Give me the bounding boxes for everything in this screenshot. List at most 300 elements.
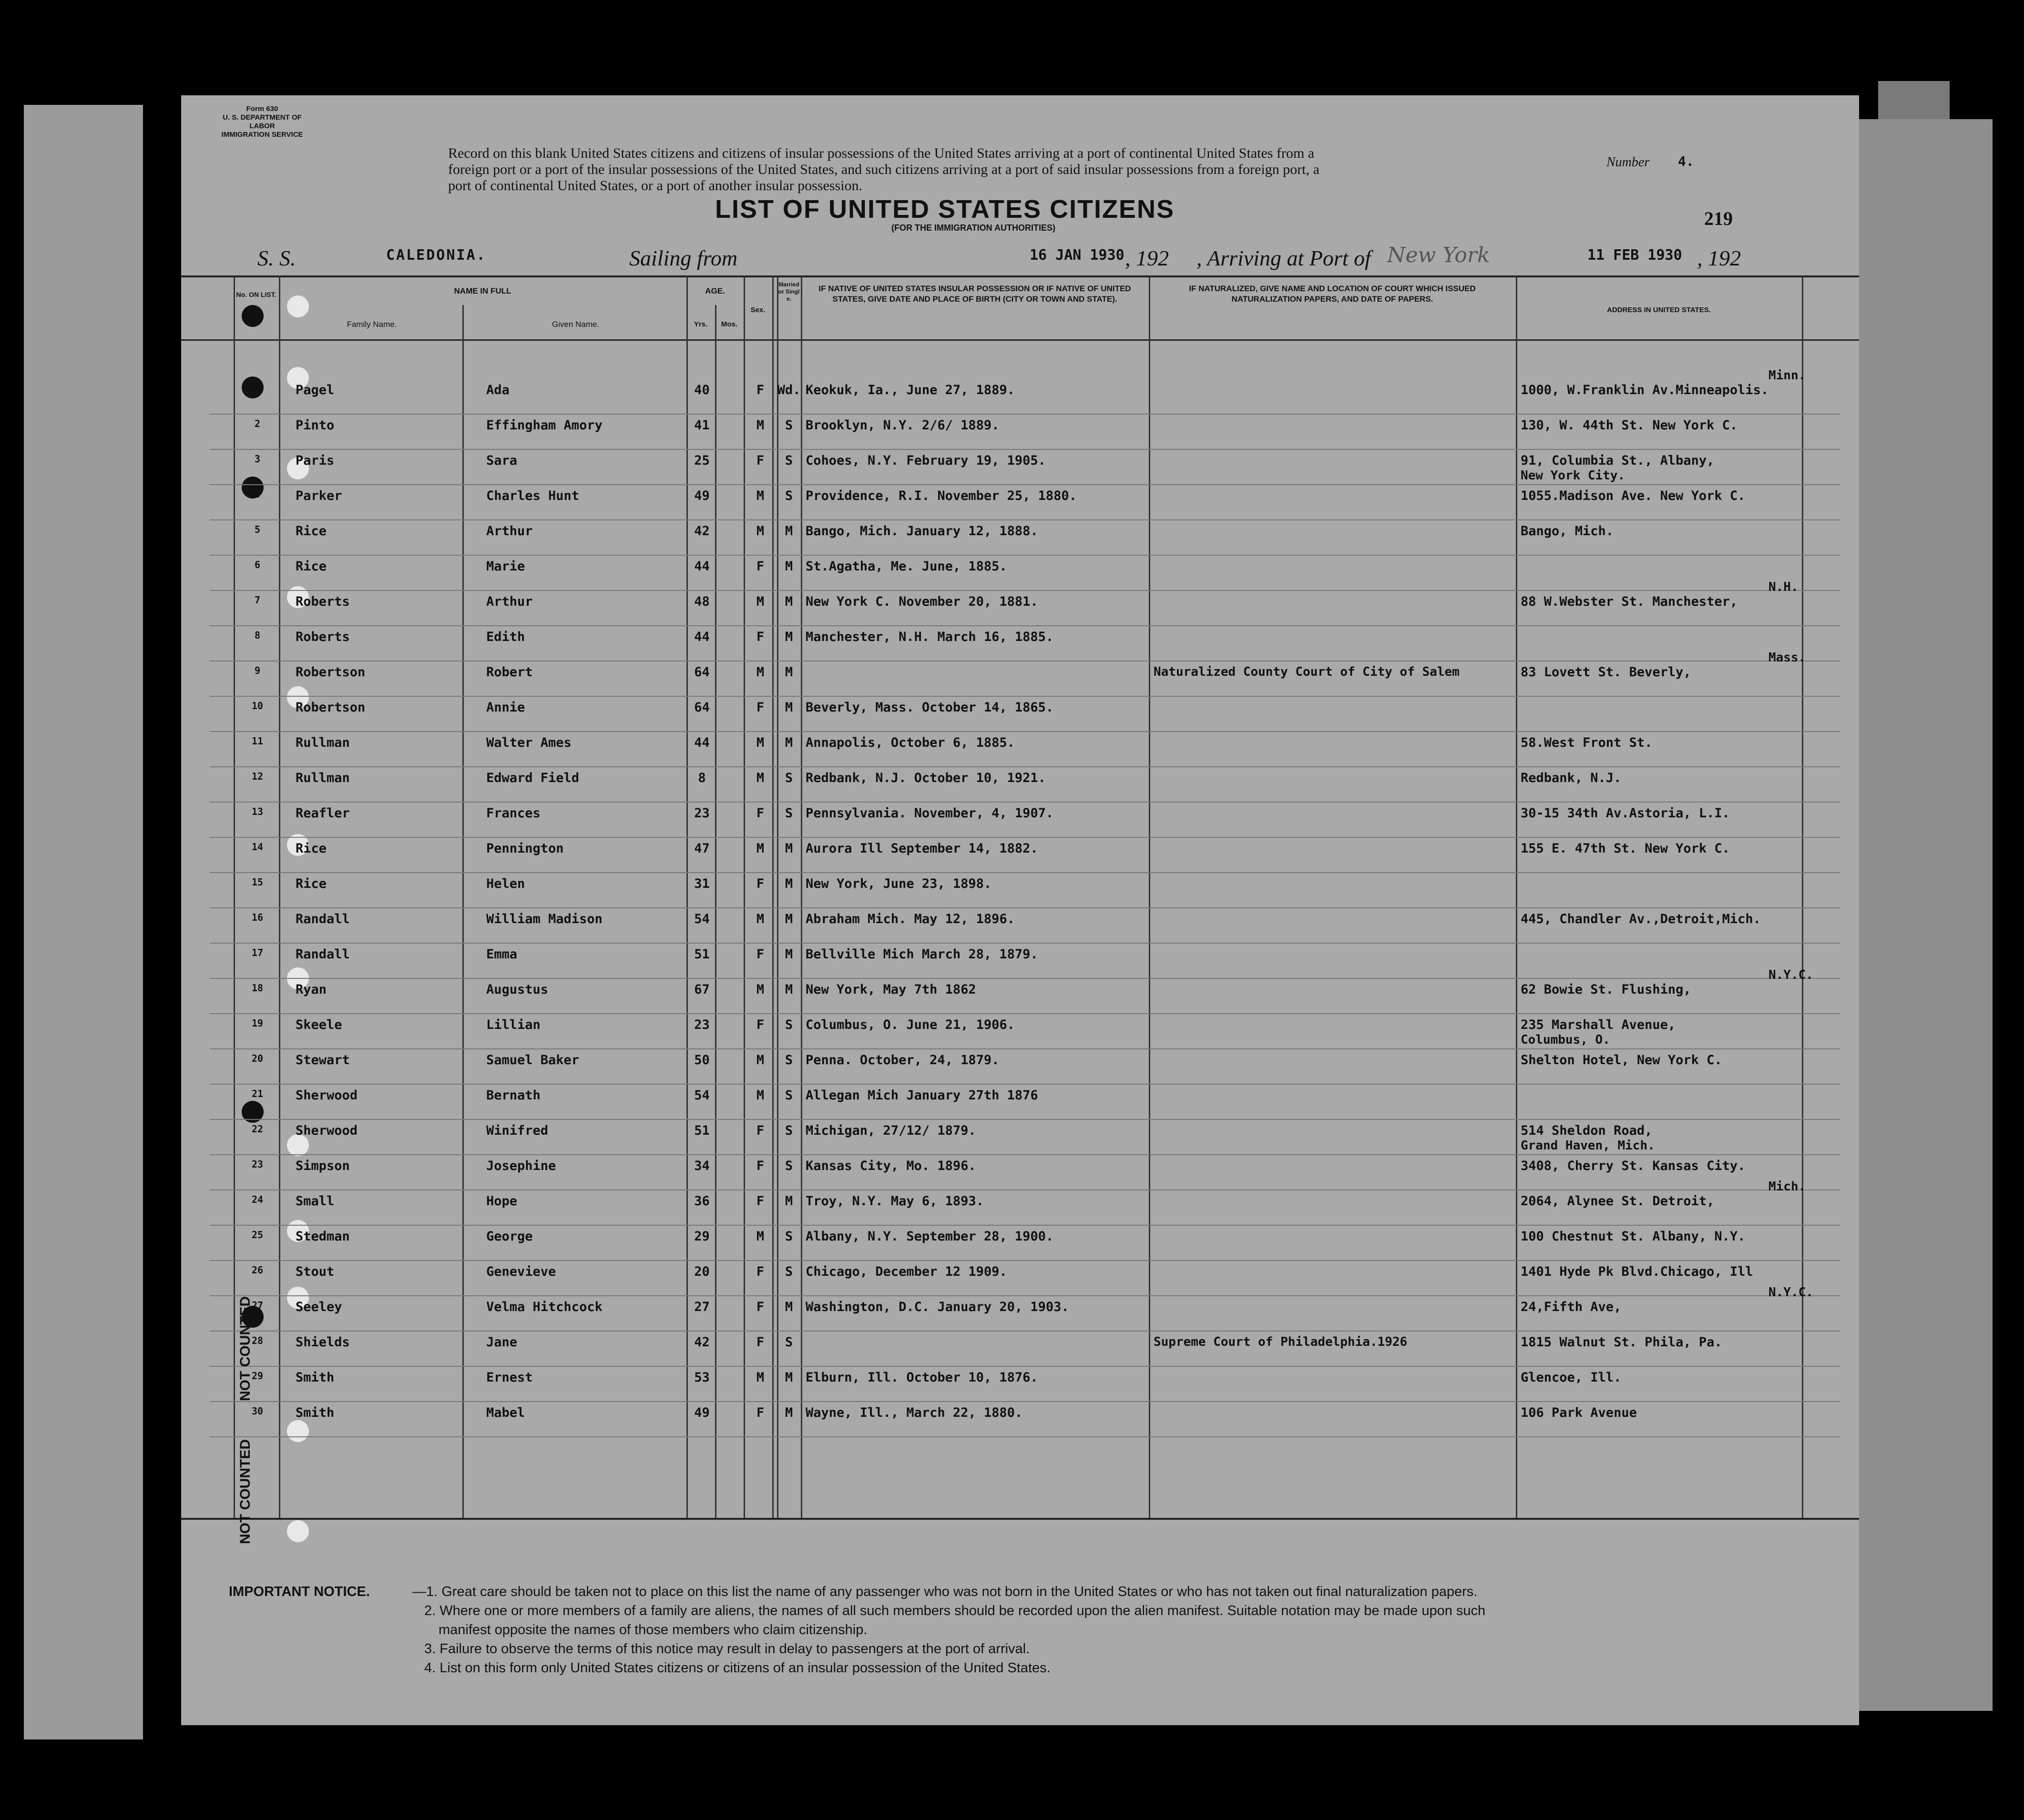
given-name: Sara xyxy=(486,453,518,468)
header-given-name: Given Name. xyxy=(552,320,600,329)
table-row xyxy=(181,696,1859,732)
sex: M xyxy=(756,735,765,750)
family-name: Shields xyxy=(296,1335,350,1350)
sex: F xyxy=(756,1017,765,1032)
birth-place-date: St.Agatha, Me. June, 1885. xyxy=(806,559,1007,574)
given-name: Hope xyxy=(486,1194,518,1209)
preamble-line: port of continental United States, or a port of another insular possession. xyxy=(448,178,862,193)
given-name: Effingham Amory xyxy=(486,418,603,433)
family-name: Stewart xyxy=(296,1053,350,1068)
marital-status: S xyxy=(785,488,793,503)
family-name: Paris xyxy=(296,453,335,468)
birth-place-date: Cohoes, N.Y. February 19, 1905. xyxy=(806,453,1046,468)
age-years: 42 xyxy=(694,1335,710,1350)
sex: F xyxy=(756,1405,765,1420)
address: 91, Columbia St., Albany, xyxy=(1521,453,1715,468)
age-years: 50 xyxy=(694,1053,710,1068)
birth-place-date: Abraham Mich. May 12, 1896. xyxy=(806,912,1015,926)
age-years: 23 xyxy=(694,806,710,821)
address: 235 Marshall Avenue, xyxy=(1521,1017,1676,1032)
arriving-label: , Arriving at Port of xyxy=(1196,246,1371,270)
birth-place-date: Elburn, Ill. October 10, 1876. xyxy=(806,1370,1038,1385)
address: 24,Fifth Ave, xyxy=(1521,1300,1622,1314)
marital-status: S xyxy=(785,1264,793,1279)
form-number: Form 630 xyxy=(246,105,278,113)
table-row xyxy=(181,767,1859,802)
table-row xyxy=(181,802,1859,837)
row-number: 30 xyxy=(251,1405,264,1417)
age-years: 49 xyxy=(694,1405,710,1420)
year-suffix: , 192 xyxy=(1697,246,1741,270)
birth-place-date: Aurora Ill September 14, 1882. xyxy=(806,841,1038,856)
age-years: 48 xyxy=(694,594,710,609)
address: 1055.Madison Ave. New York C. xyxy=(1521,488,1746,503)
age-years: 44 xyxy=(694,735,710,750)
marital-status: S xyxy=(785,453,793,468)
address: 88 W.Webster St. Manchester, xyxy=(1521,594,1738,609)
table-row xyxy=(181,651,1859,696)
table-row xyxy=(181,626,1859,661)
naturalization: Naturalized County Court of City of Salem xyxy=(1154,665,1460,679)
given-name: Genevieve xyxy=(486,1264,556,1279)
age-years: 27 xyxy=(694,1300,710,1314)
given-name: Robert xyxy=(486,665,533,680)
table-row xyxy=(181,368,1859,414)
address: 155 E. 47th St. New York C. xyxy=(1521,841,1730,856)
sex: M xyxy=(756,1370,765,1385)
sex: M xyxy=(756,665,765,680)
age-years: 49 xyxy=(694,488,710,503)
marital-status: M xyxy=(785,630,793,644)
address: Glencoe, Ill. xyxy=(1521,1370,1622,1385)
service: IMMIGRATION SERVICE xyxy=(221,131,303,139)
given-name: Pennington xyxy=(486,841,564,856)
age-years: 51 xyxy=(694,947,710,962)
birth-place-date: Kansas City, Mo. 1896. xyxy=(806,1159,976,1173)
address: 100 Chestnut St. Albany, N.Y. xyxy=(1521,1229,1746,1244)
age-years: 34 xyxy=(694,1159,710,1173)
header-no: No. ON LIST. xyxy=(236,291,276,298)
marital-status: M xyxy=(785,559,793,574)
row-number: 26 xyxy=(251,1264,264,1276)
marital-status: S xyxy=(785,771,793,785)
marital-status: S xyxy=(785,1159,793,1173)
table-top-rule xyxy=(181,275,1859,277)
header-mos: Mos. xyxy=(721,320,738,328)
table-bottom-rule xyxy=(181,1518,1859,1520)
given-name: Mabel xyxy=(486,1405,525,1420)
table-row xyxy=(181,580,1859,626)
age-years: 44 xyxy=(694,630,710,644)
header-birth: IF NATIVE OF UNITED STATES INSULAR POSSESSION OR IF NATIVE OF UNITED STATES, GIVE DATE AND PLACE OF BIRTH (CITY OR TOWN AND STATE). xyxy=(818,284,1131,304)
table-row xyxy=(181,732,1859,767)
given-name: Samuel Baker xyxy=(486,1053,580,1068)
table-row xyxy=(181,908,1859,943)
address-line-2: New York City. xyxy=(1521,468,1625,483)
sex: F xyxy=(756,876,765,891)
underlying-sheet-right-2 xyxy=(1840,119,1993,1711)
address-line-2: Minn. xyxy=(1768,368,1806,383)
given-name: Charles Hunt xyxy=(486,488,580,503)
age-years: 23 xyxy=(694,1017,710,1032)
birth-place-date: New York C. November 20, 1881. xyxy=(806,594,1038,609)
table-row xyxy=(181,555,1859,590)
family-name: Simpson xyxy=(296,1159,350,1173)
family-name: Parker xyxy=(296,488,342,503)
row-number: 10 xyxy=(251,700,264,712)
marital-status: M xyxy=(785,876,793,891)
given-name: Winifred xyxy=(486,1123,549,1138)
header-married-or-single: Married or Single. xyxy=(778,281,800,302)
family-name: Roberts xyxy=(296,594,350,609)
notice-item-2: 2. Where one or more members of a family are aliens, the names of all such members should be recorded upon the alien manifest. Suitable notation may be made upon such xyxy=(424,1603,1486,1618)
age-years: 42 xyxy=(694,524,710,539)
birth-place-date: Pennsylvania. November, 4, 1907. xyxy=(806,806,1054,821)
preamble xyxy=(448,145,1735,194)
sex: F xyxy=(756,1159,765,1173)
sex: F xyxy=(756,630,765,644)
address: 1815 Walnut St. Phila, Pa. xyxy=(1521,1335,1722,1350)
address: 1000, W.Franklin Av.Minneapolis. xyxy=(1521,383,1769,397)
address: 445, Chandler Av.,Detroit,Mich. xyxy=(1521,912,1761,926)
family-name: Small xyxy=(296,1194,335,1209)
row-number: 24 xyxy=(251,1194,264,1205)
row-number: 4 xyxy=(254,488,261,500)
address: 3408, Cherry St. Kansas City. xyxy=(1521,1159,1746,1173)
family-name: Roberts xyxy=(296,630,350,644)
header-bottom-rule xyxy=(181,339,1859,341)
birth-place-date: Bango, Mich. January 12, 1888. xyxy=(806,524,1038,539)
age-years: 64 xyxy=(694,665,710,680)
preamble-line: foreign port or a port of the insular possessions of the United States, and such citizens arriving at a port of said insular possessions from a foreign port, a xyxy=(448,162,1319,177)
row-number: 18 xyxy=(251,982,264,994)
marital-status: M xyxy=(785,982,793,997)
birth-place-date: Allegan Mich January 27th 1876 xyxy=(806,1088,1038,1103)
birth-place-date: Bellville Mich March 28, 1879. xyxy=(806,947,1038,962)
birth-place-date: Troy, N.Y. May 6, 1893. xyxy=(806,1194,984,1209)
marital-status: M xyxy=(785,912,793,926)
family-name: Skeele xyxy=(296,1017,342,1032)
family-name: Smith xyxy=(296,1370,335,1385)
age-years: 51 xyxy=(694,1123,710,1138)
table-row xyxy=(181,520,1859,555)
marital-status: S xyxy=(785,1335,793,1350)
row-number: 19 xyxy=(251,1017,264,1029)
sex: M xyxy=(756,841,765,856)
birth-place-date: Annapolis, October 6, 1885. xyxy=(806,735,1015,750)
sex: F xyxy=(756,453,765,468)
sex: M xyxy=(756,912,765,926)
arrival-port: New York xyxy=(1387,243,1490,267)
row-number: 16 xyxy=(251,912,264,923)
arrival-date: 11 FEB 1930 xyxy=(1587,247,1682,264)
table-row xyxy=(181,1014,1859,1049)
marital-status: M xyxy=(785,947,793,962)
sex: F xyxy=(756,1123,765,1138)
birth-place-date: New York, June 23, 1898. xyxy=(806,876,992,891)
preamble-line: Record on this blank United States citizens and citizens of insular possessions of the United States arriving at a port of continental United States from a xyxy=(448,145,1315,161)
table-row xyxy=(181,1179,1859,1225)
address: 62 Bowie St. Flushing, xyxy=(1521,982,1691,997)
row-number: 17 xyxy=(251,947,264,958)
page-subtitle: (FOR THE IMMIGRATION AUTHORITIES) xyxy=(891,223,1055,233)
header-family-name: Family Name. xyxy=(347,320,397,329)
family-name: Randall xyxy=(296,912,350,926)
sailing-date: 16 JAN 1930 xyxy=(1030,247,1124,264)
given-name: Emma xyxy=(486,947,518,962)
family-name: Stedman xyxy=(296,1229,350,1244)
address: Bango, Mich. xyxy=(1521,524,1614,539)
naturalization: Supreme Court of Philadelphia.1926 xyxy=(1154,1335,1408,1349)
birth-place-date: Beverly, Mass. October 14, 1865. xyxy=(806,700,1054,715)
address: 30-15 34th Av.Astoria, L.I. xyxy=(1521,806,1730,821)
not-counted-stamp: NOT COUNTED xyxy=(237,1296,253,1401)
table-row xyxy=(181,449,1859,485)
sex: M xyxy=(756,982,765,997)
row-number: 11 xyxy=(251,735,264,747)
given-name: Ernest xyxy=(486,1370,533,1385)
table-row xyxy=(181,1084,1859,1119)
header-address: ADDRESS IN UNITED STATES. xyxy=(1607,306,1711,314)
sex: F xyxy=(756,1264,765,1279)
notice-heading: IMPORTANT NOTICE. xyxy=(229,1584,370,1599)
family-name: Robertson xyxy=(296,700,366,715)
given-name: Edward Field xyxy=(486,771,580,785)
sex: M xyxy=(756,1088,765,1103)
row-number: 1 xyxy=(254,383,261,394)
row-number: 20 xyxy=(251,1053,264,1064)
row-number: 8 xyxy=(254,630,261,641)
birth-place-date: Redbank, N.J. October 10, 1921. xyxy=(806,771,1046,785)
header-yrs: Yrs. xyxy=(694,320,708,328)
row-number: 29 xyxy=(251,1370,264,1382)
birth-place-date: Manchester, N.H. March 16, 1885. xyxy=(806,630,1054,644)
marital-status: S xyxy=(785,806,793,821)
age-years: 54 xyxy=(694,912,710,926)
table-row xyxy=(181,1366,1859,1402)
table-row xyxy=(181,943,1859,978)
ss-label: S. S. xyxy=(257,246,296,270)
sex: M xyxy=(756,771,765,785)
given-name: Josephine xyxy=(486,1159,556,1173)
family-name: Rice xyxy=(296,524,327,539)
birth-place-date: Washington, D.C. January 20, 1903. xyxy=(806,1300,1069,1314)
table-row xyxy=(181,968,1859,1014)
sex: F xyxy=(756,1194,765,1209)
birth-place-date: Brooklyn, N.Y. 2/6/ 1889. xyxy=(806,418,1000,433)
table-row xyxy=(181,1155,1859,1190)
given-name: Lillian xyxy=(486,1017,541,1032)
birth-place-date: Michigan, 27/12/ 1879. xyxy=(806,1123,976,1138)
notice-item-3: 3. Failure to observe the terms of this notice may result in delay to passengers at the port of arrival. xyxy=(424,1641,1030,1657)
given-name: Jane xyxy=(486,1335,518,1350)
table-row xyxy=(181,1331,1859,1366)
birth-place-date: Keokuk, Ia., June 27, 1889. xyxy=(806,383,1015,397)
family-name: Randall xyxy=(296,947,350,962)
row-number: 28 xyxy=(251,1335,264,1346)
address-line-2: Columbus, O. xyxy=(1521,1033,1610,1047)
given-name: Arthur xyxy=(486,594,533,609)
row-number: 2 xyxy=(254,418,261,429)
address: 2064, Alynee St. Detroit, xyxy=(1521,1194,1715,1209)
row-number: 6 xyxy=(254,559,261,570)
given-name: Ada xyxy=(486,383,510,397)
sex: M xyxy=(756,1053,765,1068)
family-name: Reafler xyxy=(296,806,350,821)
header-age: AGE. xyxy=(705,286,725,295)
given-name: Bernath xyxy=(486,1088,541,1103)
table-row xyxy=(181,1049,1859,1084)
birth-place-date: Columbus, O. June 21, 1906. xyxy=(806,1017,1015,1032)
sex: F xyxy=(756,383,765,397)
form-identifier xyxy=(215,105,310,139)
row-number: 13 xyxy=(251,806,264,817)
birth-place-date: New York, May 7th 1862 xyxy=(806,982,976,997)
family-name: Pinto xyxy=(296,418,335,433)
family-name: Sherwood xyxy=(296,1088,358,1103)
address: 83 Lovett St. Beverly, xyxy=(1521,665,1691,680)
header-naturalized: IF NATURALIZED, GIVE NAME AND LOCATION OF COURT WHICH ISSUED NATURALIZATION PAPERS, AND DATE OF PAPERS. xyxy=(1189,284,1476,304)
given-name: George xyxy=(486,1229,533,1244)
given-name: Helen xyxy=(486,876,525,891)
family-name: Stout xyxy=(296,1264,335,1279)
marital-status: S xyxy=(785,1229,793,1244)
department: U. S. DEPARTMENT OF LABOR xyxy=(223,113,302,130)
marital-status: S xyxy=(785,1088,793,1103)
row-number: 23 xyxy=(251,1159,264,1170)
marital-status: M xyxy=(785,735,793,750)
age-years: 8 xyxy=(698,771,706,785)
table-row xyxy=(181,1285,1859,1331)
age-years: 53 xyxy=(694,1370,710,1385)
page-title: LIST OF UNITED STATES CITIZENS xyxy=(715,195,1175,224)
address-line-2: Grand Haven, Mich. xyxy=(1521,1139,1655,1153)
age-years: 20 xyxy=(694,1264,710,1279)
marital-status: M xyxy=(785,1300,793,1314)
row-rule xyxy=(210,1436,1840,1437)
birth-place-date: Penna. October, 24, 1879. xyxy=(806,1053,1000,1068)
given-name: Augustus xyxy=(486,982,549,997)
number-label: Number xyxy=(1606,155,1650,170)
marital-status: S xyxy=(785,1053,793,1068)
sex: M xyxy=(756,524,765,539)
family-name: Rice xyxy=(296,559,327,574)
row-number: 3 xyxy=(254,453,261,465)
table-row xyxy=(181,1261,1859,1296)
row-number: 5 xyxy=(254,524,261,535)
given-name: Marie xyxy=(486,559,525,574)
given-name: Velma Hitchcock xyxy=(486,1300,603,1314)
marital-status: M xyxy=(785,1405,793,1420)
marital-status: M xyxy=(785,1370,793,1385)
given-name: Annie xyxy=(486,700,525,715)
punch-hole xyxy=(242,305,264,327)
age-years: 44 xyxy=(694,559,710,574)
address-line-2: Mass. xyxy=(1768,651,1806,665)
address-line-2: N.H. xyxy=(1768,580,1799,594)
table-row xyxy=(181,837,1859,873)
family-name: Pagel xyxy=(296,383,335,397)
age-years: 40 xyxy=(694,383,710,397)
given-name: Walter Ames xyxy=(486,735,572,750)
address-line-2: N.Y.C. xyxy=(1768,968,1813,982)
sex: M xyxy=(756,1229,765,1244)
header-sex: Sex. xyxy=(750,306,766,314)
sex: F xyxy=(756,1335,765,1350)
sex: F xyxy=(756,806,765,821)
family-name: Rice xyxy=(296,876,327,891)
row-number: 15 xyxy=(251,876,264,888)
marital-status: M xyxy=(785,665,793,680)
table-row xyxy=(181,1225,1859,1261)
sex: F xyxy=(756,700,765,715)
manifest-page xyxy=(181,95,1859,1725)
address: 514 Sheldon Road, xyxy=(1521,1123,1653,1138)
notice-item-2-cont: manifest opposite the names of those members who claim citizenship. xyxy=(439,1622,868,1637)
family-name: Rullman xyxy=(296,771,350,785)
sailing-label: Sailing from xyxy=(629,246,738,270)
table-row xyxy=(181,1402,1859,1437)
birth-place-date: Albany, N.Y. September 28, 1900. xyxy=(806,1229,1054,1244)
row-number: 22 xyxy=(251,1123,264,1135)
address: 130, W. 44th St. New York C. xyxy=(1521,418,1738,433)
marital-status: S xyxy=(785,1123,793,1138)
row-number: 7 xyxy=(254,594,261,606)
table-row xyxy=(181,1119,1859,1155)
address-line-2: N.Y.C. xyxy=(1768,1285,1813,1300)
family-name: Robertson xyxy=(296,665,366,680)
marital-status: S xyxy=(785,1017,793,1032)
family-name: Rullman xyxy=(296,735,350,750)
marital-status: M xyxy=(785,1194,793,1209)
address-line-2: Mich. xyxy=(1768,1179,1806,1194)
sex: F xyxy=(756,947,765,962)
underlying-sheet xyxy=(24,105,143,1739)
punch-hole xyxy=(287,1520,309,1542)
age-years: 47 xyxy=(694,841,710,856)
age-years: 29 xyxy=(694,1229,710,1244)
address: 58.West Front St. xyxy=(1521,735,1653,750)
family-name: Seeley xyxy=(296,1300,342,1314)
family-name: Smith xyxy=(296,1405,335,1420)
birth-place-date: Providence, R.I. November 25, 1880. xyxy=(806,488,1077,503)
family-name: Sherwood xyxy=(296,1123,358,1138)
notice-item-1: —1. Great care should be taken not to place on this list the name of any passenger who was not born in the United States or who has not taken out final naturalization papers. xyxy=(412,1584,1478,1599)
address: Shelton Hotel, New York C. xyxy=(1521,1053,1722,1068)
marital-status: M xyxy=(785,594,793,609)
sex: M xyxy=(756,488,765,503)
age-years: 31 xyxy=(694,876,710,891)
marital-status: M xyxy=(785,700,793,715)
given-name: Frances xyxy=(486,806,541,821)
row-number: 25 xyxy=(251,1229,264,1240)
family-name: Rice xyxy=(296,841,327,856)
birth-place-date: Chicago, December 12 1909. xyxy=(806,1264,1007,1279)
table-row xyxy=(181,873,1859,908)
marital-status: M xyxy=(785,841,793,856)
row-number: 9 xyxy=(254,665,261,676)
row-number: 12 xyxy=(251,771,264,782)
sex: M xyxy=(756,418,765,433)
age-years: 64 xyxy=(694,700,710,715)
header-name-in-full: NAME IN FULL xyxy=(454,286,511,295)
family-name: Ryan xyxy=(296,982,327,997)
sex: F xyxy=(756,1300,765,1314)
address: 1401 Hyde Pk Blvd.Chicago, Ill xyxy=(1521,1264,1753,1279)
given-name: Edith xyxy=(486,630,525,644)
marital-status: M xyxy=(785,524,793,539)
sex: M xyxy=(756,594,765,609)
